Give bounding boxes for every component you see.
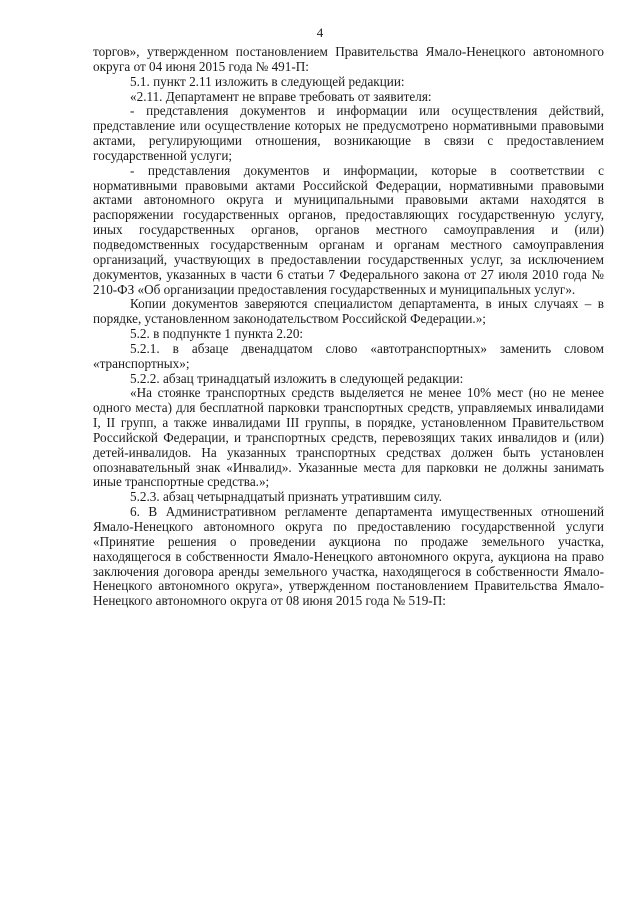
paragraph: 6. В Административном регламенте департамента имущественных отношений Ямало-Ненецкого автономного округа по предоставлению государственной услуги «Принятие решения о проведении аукциона по продаже земельного участка, находящегося в собственности Ямало-Ненецкого автономного округа, аукциона на право заключения договора аренды земельного участка, находящегося в собственности Ямало-Ненецкого автономного округа», утвержденном постановлением Правительства Ямало-Ненецкого автономного округа от 08 июня 2015 года № 519-П:: [93, 504, 604, 609]
page-number: 4: [316, 25, 324, 40]
paragraph: 5.2.3. абзац четырнадцатый признать утратившим силу.: [130, 489, 442, 505]
paragraph: Копии документов заверяются специалистом департамента, в иных случаях – в порядке, установленном законодательством Российской Федерации.»;: [93, 296, 604, 327]
paragraph: 5.2.2. абзац тринадцатый изложить в следующей редакции:: [130, 370, 464, 386]
paragraph: 5.2.1. в абзаце двенадцатом слово «автотранспортных» заменить словом «транспортных»;: [93, 340, 604, 371]
paragraph: торгов», утвержденном постановлением Правительства Ямало-Ненецкого автономного округа от 04 июня 2015 года № 491-П:: [93, 44, 604, 74]
paragraph: «2.11. Департамент не вправе требовать от заявителя:: [130, 88, 432, 104]
document-body: [93, 45, 604, 609]
paragraph: 5.1. пункт 2.11 изложить в следующей редакции:: [130, 73, 405, 89]
paragraph: «На стоянке транспортных средств выделяется не менее 10% мест (но не менее одного места) для бесплатной парковки транспортных средств, управляемых инвалидами I, II групп, а также инвалидами III группы, в порядке, установленном Правительством Российской Федерации, и транспортных средств, перевозящих таких инвалидов и (или) детей-инвалидов. На указанных транспортных средствах должен быть установлен опознавательный знак «Инвалид». Указанные места для парковки не должны занимать иные транспортные средства.»;: [93, 385, 604, 490]
paragraph: 5.2. в подпункте 1 пункта 2.20:: [130, 326, 304, 342]
paragraph: - представления документов и информации или осуществления действий, представление или осуществление которых не предусмотрено нормативными правовыми актами, регулирующими отношения, возникающие в связи с предоставлением государственной услуги;: [93, 103, 604, 163]
paragraph: - представления документов и информации, которые в соответствии с нормативными правовыми актами Российской Федерации, нормативными правовыми актами автономного округа и муниципальными правовыми актами находятся в распоряжении государственных органов, предоставляющих государственную услугу, иных государственных органов, органов местного самоуправления и (или) подведомственных государственным органам и органам местного самоуправления организаций, участвующих в предоставлении государственных услуг, за исключением документов, указанных в части 6 статьи 7 Федерального закона от 27 июля 2010 года № 210-ФЗ «Об организации предоставления государственных и муниципальных услуг».: [93, 162, 604, 297]
